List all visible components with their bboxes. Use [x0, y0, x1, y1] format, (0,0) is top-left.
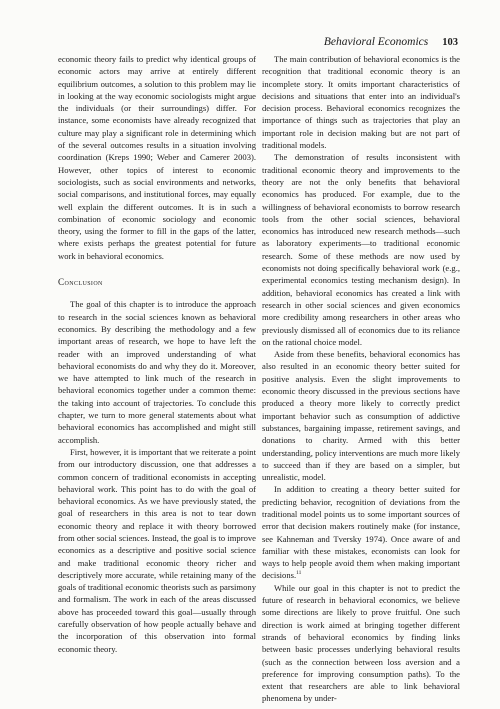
running-title: Behavioral Economics	[323, 36, 429, 48]
left-column	[58, 53, 256, 655]
running-header	[324, 36, 458, 48]
footnote-marker: 11	[296, 570, 302, 577]
page-number: 103	[442, 37, 458, 48]
paragraph: First, however, it is important that we reiterate a point from our introductory discussion, one that addresses a common concern of traditional economists in accepting behavioral work. This point has to do with the goal of behavioral economics. As we have previously stated, the goal of researchers in this area is not to tear down economic theory and replace it with theory borrowed from other social sciences. Instead, the goal is to improve economics as a descriptive and positive social science and make traditional economic theory richer and descriptively more accurate, while retaining many of the goals of traditional economic theorists such as parsimony and formalism. The work in each of the areas discussed above has proceeded toward this goal—usually through carefully observation of how people actually behave and the incorporation of this observation into formal economic theory.	[58, 446, 256, 654]
paragraph	[262, 483, 460, 581]
section-heading: Conclusion	[58, 277, 103, 288]
paragraph: The demonstration of results inconsistent with traditional economic theory and improvements to the theory are not the only benefits that behavioral economics has produced. For example, due to the willingness of behavioral economists to borrow research tools from the other social sciences, behavioral economics has introduced new research methods—such as laboratory experiments—to traditional economic research. Some of these methods are now used by economists not doing specifically behavioral work (e.g., experimental economics testing mechanism design). In addition, behavioral economics has created a link with research in other social sciences and given economics more credibility among researchers in other areas who previously dismissed all of economics due to its reliance on the rational choice model.	[262, 152, 460, 347]
paragraph: While our goal in this chapter is not to predict the future of research in behavioral economics, we believe some directions are likely to prove fruitful. One such direction is work aimed at bringing together different strands of behavioral economics by finding links between basic processes underlying behavioral results (such as the connection between loss aversion and a preference for improving consumption paths). To the extent that researchers are able to link behavioral phenomena by under-	[262, 582, 460, 704]
paragraph-text: In addition to creating a theory better suited for predicting behavior, recognition of deviations from the traditional model points us to some important sources of error that decision makers routinely make (for instance, see Kahneman and Tversky 1974). Once aware of and familiar with these mistakes, economists can look for ways to help people avoid them when making important decisions.	[262, 484, 460, 581]
paragraph: Aside from these benefits, behavioral economics has also resulted in an economic theory better suited for positive analysis. Even the slight improvements to economic theory discussed in the previous sections have produced a theory more likely to correctly predict important behavior such as consumption of addictive substances, bargaining impasse, retirement savings, and donations to charity. Armed with this better understanding, policy interventions are much more likely to succeed than if they are based on a simpler, but unrealistic, model.	[262, 349, 460, 483]
right-column	[262, 53, 460, 705]
paragraph: The goal of this chapter is to introduce the approach to research in the social sciences known as behavioral economics. By describing the methodology and a few important areas of research, we hope to have left the reader with an improved understanding of what behavioral economists do and why they do it. Moreover, we have attempted to link much of the research in behavioral economics together under a common theme: the taking into account of trajectories. To conclude this chapter, we turn to more general statements about what behavioral economics has accomplished and might still accomplish.	[58, 299, 256, 445]
paragraph: The main contribution of behavioral economics is the recognition that traditional economic theory is an incomplete story. It omits important characteristics of decisions and situations that enter into an individual's decision process. Behavioral economics recognizes the importance of things such as trajectories that play an important role in decision making but are not part of traditional models.	[262, 54, 460, 151]
paragraph: economic theory fails to predict why identical groups of economic actors may arrive at entirely different equilibrium outcomes, a solution to this problem may lie in looking at the way economic sociologists might argue the individuals (or their surroundings) differ. For instance, some economists have already recognized that culture may play a significant role in determining which of the several outcomes results in a situation involving coordination (Kreps 1990; Weber and Camerer 2003). However, other topics of interest to economic sociologists, such as social environments and networks, social comparisons, and institutional forces, may equally well explain the different outcomes. It is in such a combination of economic sociology and economic theory, using the former to fill in the gaps of the latter, where exists perhaps the greatest potential for future work in behavioral economics.	[58, 54, 256, 261]
